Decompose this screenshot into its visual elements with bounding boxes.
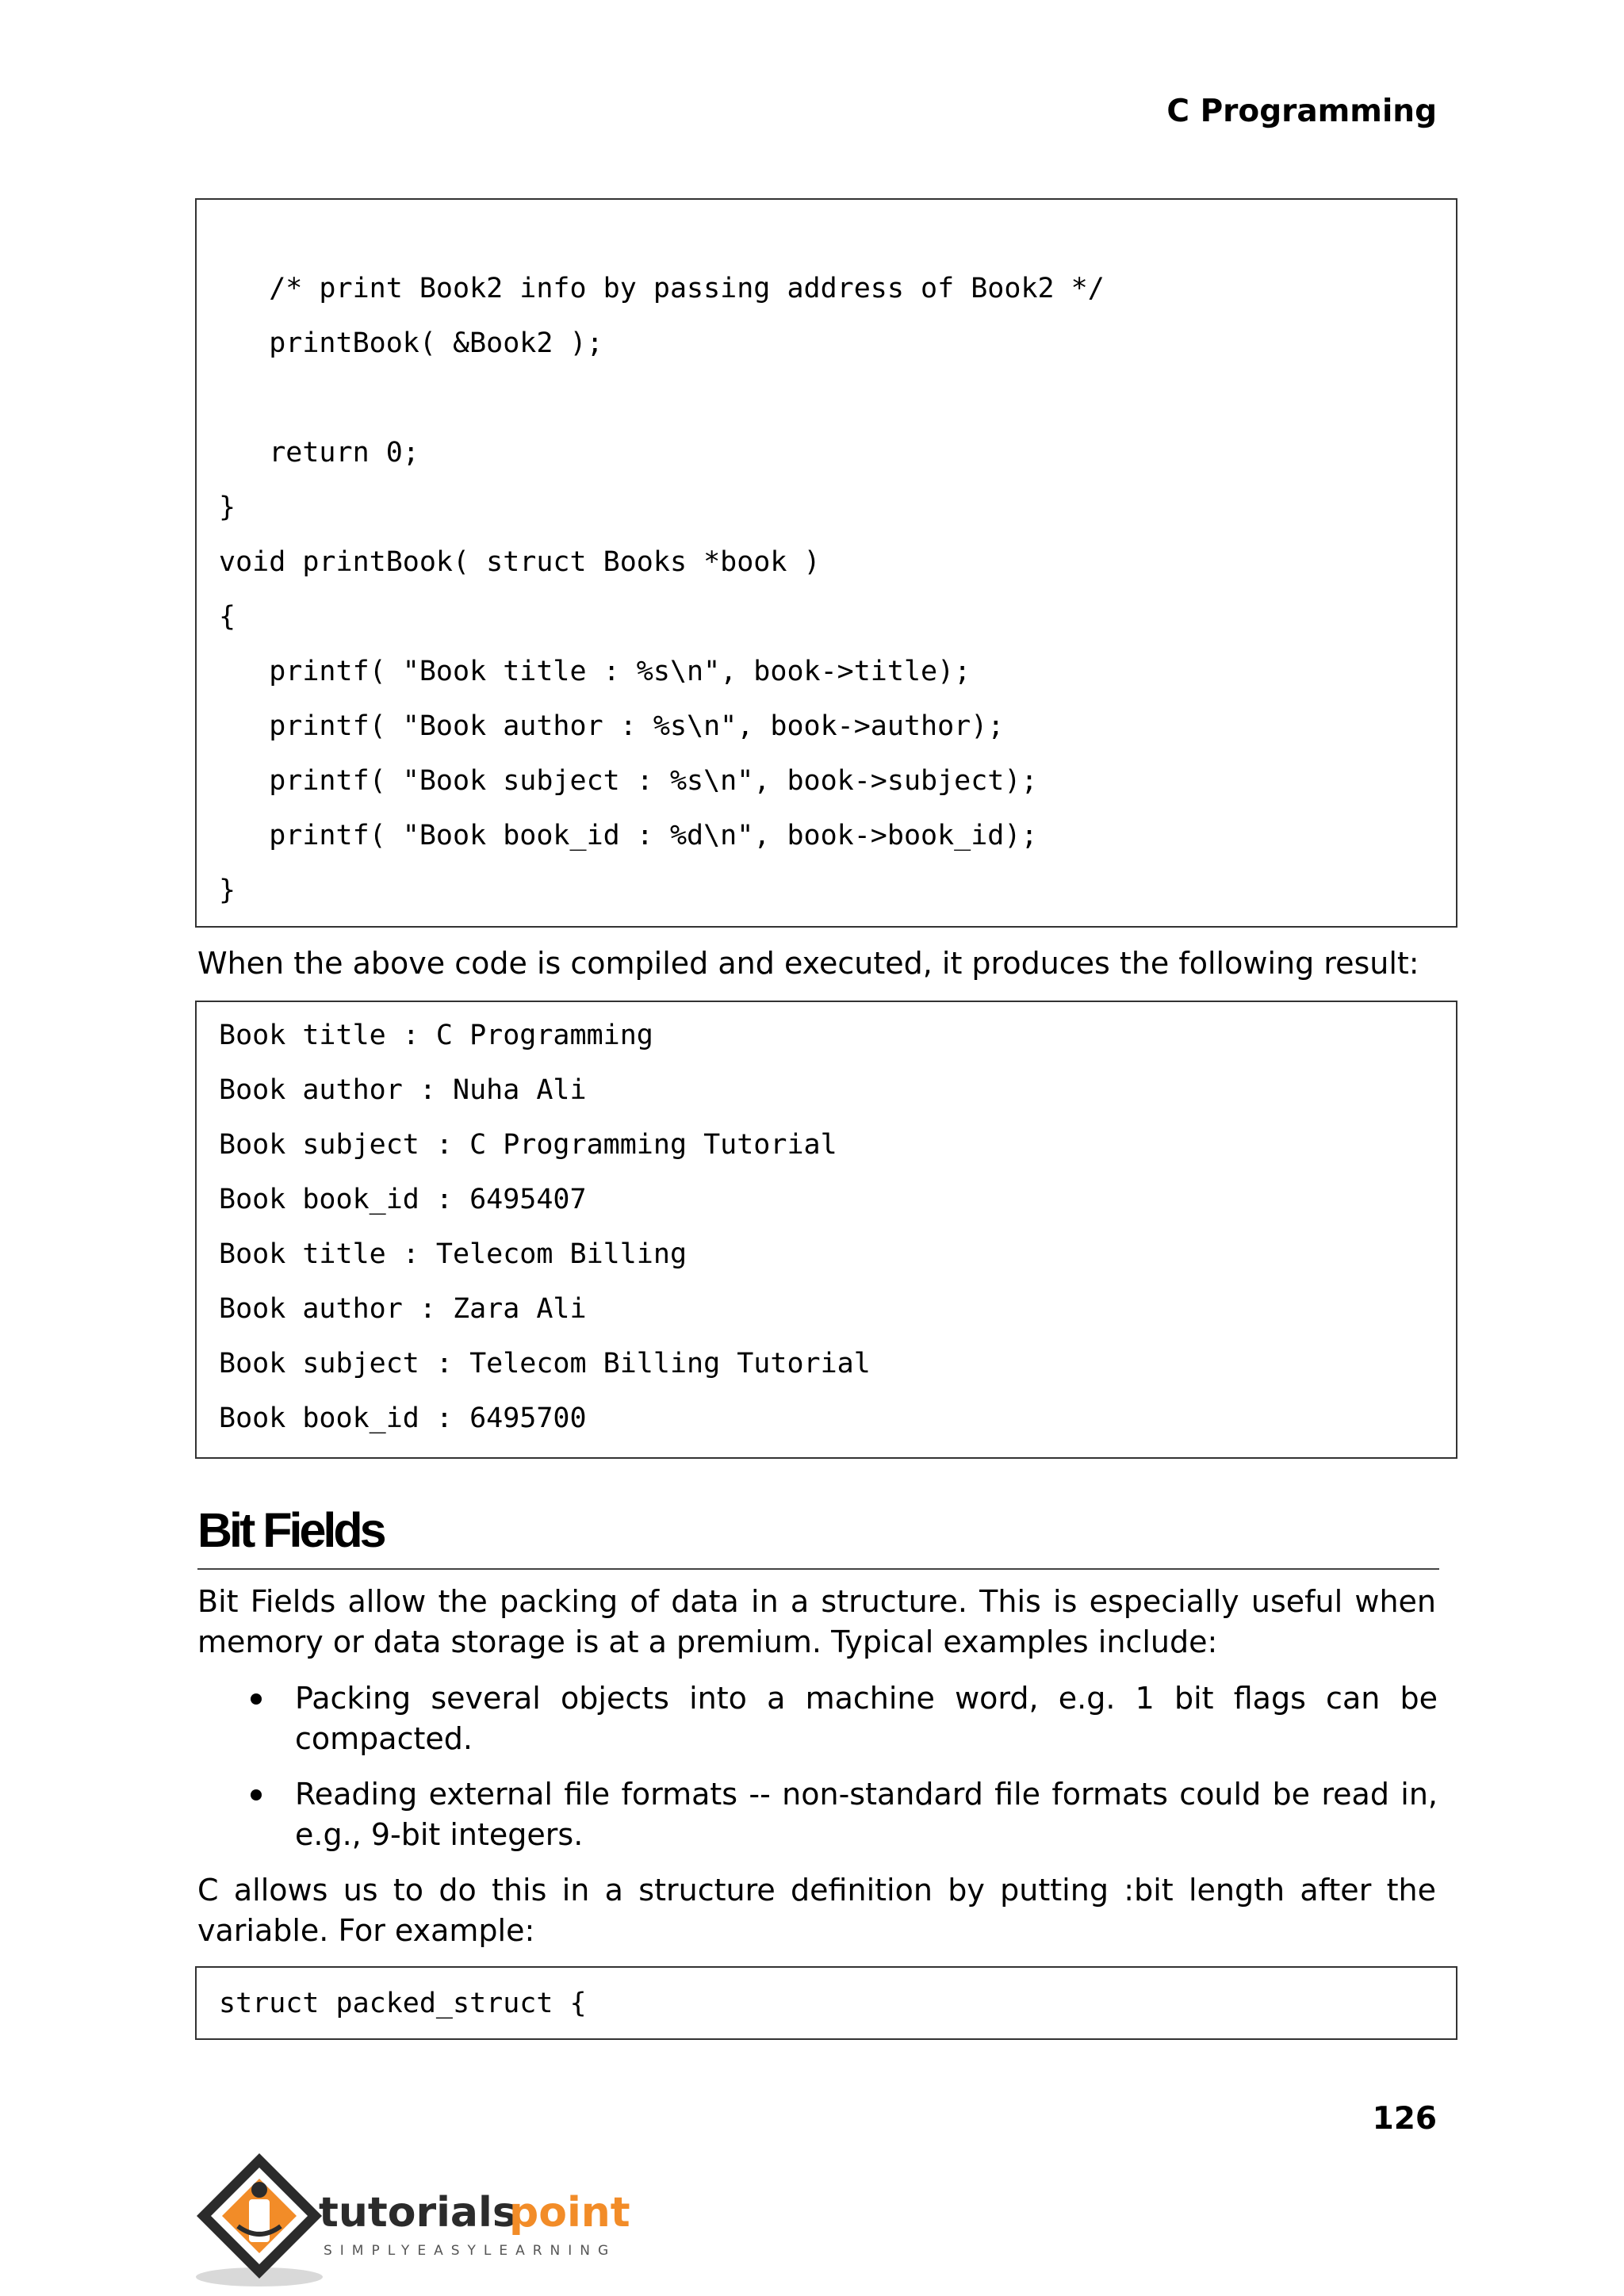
output-line: Book author : Zara Ali [219, 1293, 587, 1325]
bullet-icon [251, 1789, 262, 1800]
logo-tagline: SIMPLYEASYLEARNING [324, 2243, 617, 2259]
tutorialspoint-logo [193, 2150, 638, 2293]
code-line: } [219, 874, 236, 906]
logo-mark-icon [193, 2150, 638, 2293]
output-line: Book book_id : 6495407 [219, 1184, 587, 1215]
output-line: Book subject : C Programming Tutorial [219, 1129, 837, 1161]
code-line: return 0; [219, 437, 419, 469]
code-line: /* print Book2 info by passing address of Book2 */ [219, 273, 1105, 304]
output-line: Book title : C Programming [219, 1020, 653, 1051]
bullet-icon [251, 1693, 262, 1705]
list-item: Packing several objects into a machine word, e.g. 1 bit flags can be compacted. [295, 1681, 1438, 1756]
section-heading-text: Bit Fields [197, 1503, 384, 1557]
logo-text-b: point [509, 2189, 630, 2237]
code-line: printf( "Book title : %s\n", book->title); [219, 656, 971, 687]
code-line: } [219, 492, 236, 523]
list-item: Reading external file formats -- non-standard file formats could be read in, e.g., 9-bit integers. [295, 1777, 1438, 1852]
output-block [195, 1001, 1457, 1459]
output-line: Book subject : Telecom Billing Tutorial [219, 1348, 871, 1380]
code-block-2 [195, 1966, 1457, 2040]
page-header-title: C Programming [1166, 94, 1437, 129]
code-line: void printBook( struct Books *book ) [219, 546, 821, 578]
section-intro: Bit Fields allow the packing of data in a structure. This is especially useful when memory or data storage is at a premium. Typical examples include: [197, 1584, 1436, 1659]
code-line: printBook( &Book2 ); [219, 327, 603, 359]
code-block-1 [195, 198, 1457, 928]
output-line: Book book_id : 6495700 [219, 1402, 587, 1434]
result-intro: When the above code is compiled and executed, it produces the following result: [197, 946, 1419, 981]
code-line: printf( "Book book_id : %d\n", book->book_id); [219, 820, 1038, 851]
output-line: Book author : Nuha Ali [219, 1074, 587, 1106]
code-line: struct packed_struct { [219, 1988, 587, 2019]
logo-text-a: tutorials [319, 2189, 517, 2237]
page-number: 126 [1372, 2101, 1437, 2137]
code-line: printf( "Book author : %s\n", book->author); [219, 710, 1005, 742]
code-line: printf( "Book subject : %s\n", book->subject); [219, 765, 1038, 797]
code-line: { [219, 601, 236, 633]
output-line: Book title : Telecom Billing [219, 1238, 688, 1270]
section-heading [197, 1503, 1439, 1570]
section-outro: C allows us to do this in a structure definition by putting :bit length after the variable. For example: [197, 1873, 1436, 1948]
